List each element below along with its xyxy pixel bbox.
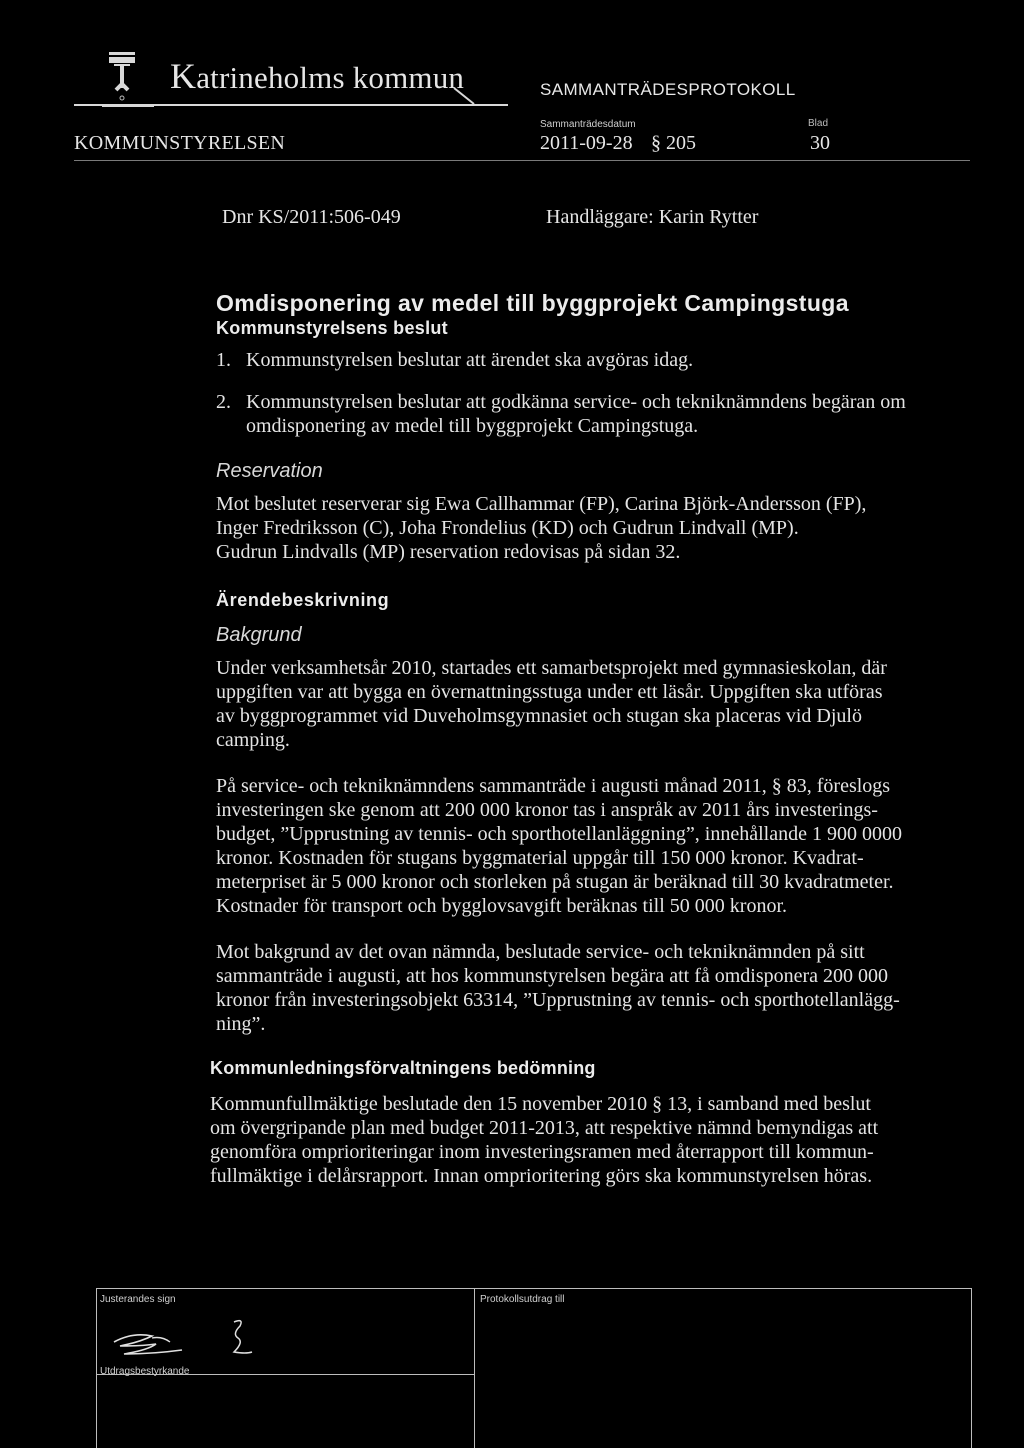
text-line: camping. bbox=[216, 729, 290, 751]
municipality-name bbox=[170, 58, 464, 94]
decision-item-1 bbox=[216, 348, 976, 372]
case-number: Dnr KS/2011:506-049 bbox=[222, 206, 401, 228]
extract-certification-label: Utdragsbestyrkande bbox=[100, 1366, 190, 1377]
signature-box-divider bbox=[474, 1288, 475, 1448]
decision-text: Kommunstyrelsen beslutar att godkänna service- och tekniknämndens begäran om bbox=[246, 391, 906, 413]
text-line: av byggprogrammet vid Duveholmsgymnasiet och stugan ska placeras vid Djulö bbox=[216, 705, 862, 727]
text-line: sammanträde i augusti, att hos kommunstyrelsen begära att få omdisponera 200 000 bbox=[216, 965, 889, 987]
text-line: Mot beslutet reserverar sig Ewa Callhammar (FP), Carina Björk-Andersson (FP), bbox=[216, 493, 867, 515]
text-line: Inger Fredriksson (C), Joha Frondelius (KD) och Gudrun Lindvall (MP). bbox=[216, 517, 799, 539]
text-line: investeringen ske genom att 200 000 kronor tas i anspråk av 2011 års investerings- bbox=[216, 799, 878, 821]
decision-heading: Kommunstyrelsens beslut bbox=[216, 318, 448, 338]
text-line: kronor från investeringsobjekt 63314, ”Upprustning av tennis- och sporthotellanlägg- bbox=[216, 989, 900, 1011]
text-line: meterpriset är 5 000 kronor och storleken på stugan är beräknad till 30 kvadratmeter. bbox=[216, 871, 894, 893]
header-divider bbox=[74, 160, 970, 161]
municipality-initial: K bbox=[170, 56, 197, 96]
text-line: Gudrun Lindvalls (MP) reservation redovisas på sidan 32. bbox=[216, 541, 681, 563]
page-label: Blad bbox=[808, 118, 829, 129]
case-officer: Handläggare: Karin Rytter bbox=[546, 206, 759, 228]
background-paragraph bbox=[216, 656, 976, 752]
protocol-title: SAMMANTRÄDESPROTOKOLL bbox=[540, 80, 796, 99]
page-number: 30 bbox=[810, 132, 830, 154]
text-line: På service- och tekniknämndens sammanträde i augusti månad 2011, § 83, föreslogs bbox=[216, 775, 891, 797]
text-line: Mot bakgrund av det ovan nämnda, beslutade service- och tekniknämnden på sitt bbox=[216, 941, 865, 963]
text-line: fullmäktige i delårsrapport. Innan omprioritering görs ska kommunstyrelsen höras. bbox=[210, 1165, 873, 1187]
organization-name: KOMMUNSTYRELSEN bbox=[74, 132, 286, 154]
title-underline bbox=[74, 104, 508, 106]
assessment-heading: Kommunledningsförvaltningens bedömning bbox=[210, 1058, 596, 1078]
underline-flourish bbox=[452, 86, 492, 108]
reservation-paragraph bbox=[216, 492, 976, 564]
municipality-name-rest: atrineholms kommun bbox=[196, 60, 465, 95]
case-description-heading: Ärendebeskrivning bbox=[216, 590, 390, 610]
background-heading: Bakgrund bbox=[216, 624, 302, 646]
adjuster-signature-label: Justerandes sign bbox=[100, 1294, 176, 1305]
date-label: Sammanträdesdatum bbox=[540, 119, 636, 130]
decision-text: Kommunstyrelsen beslutar att ärendet ska avgöras idag. bbox=[246, 349, 694, 371]
text-line: budget, ”Upprustning av tennis- och sporthotellanläggning”, innehållande 1 900 0000 bbox=[216, 823, 902, 845]
paragraph-reference: § 205 bbox=[651, 132, 696, 154]
text-line: Kostnader för transport och bygglovsavgift beräknas till 50 000 kronor. bbox=[216, 895, 787, 917]
municipality-crest-icon bbox=[100, 50, 156, 112]
protocol-extract-label: Protokollsutdrag till bbox=[480, 1294, 565, 1305]
decision-item-2 bbox=[216, 390, 976, 438]
text-line: om övergripande plan med budget 2011-2013, att respektive nämnd bemyndigas att bbox=[210, 1117, 879, 1139]
meeting-date: 2011-09-28 bbox=[540, 132, 633, 154]
decision-text-continued: omdisponering av medel till byggprojekt Campingstuga. bbox=[246, 415, 699, 437]
decision-number: 2. bbox=[216, 391, 231, 413]
reservation-heading: Reservation bbox=[216, 460, 323, 482]
text-line: uppgiften var att bygga en övernattningsstuga under ett läsår. Uppgiften ska utföras bbox=[216, 681, 883, 703]
decision-number: 1. bbox=[216, 349, 231, 371]
document-title: Omdisponering av medel till byggprojekt Campingstuga bbox=[216, 290, 849, 316]
text-line: kronor. Kostnaden för stugans byggmaterial uppgår till 150 000 kronor. Kvadrat- bbox=[216, 847, 864, 869]
committee-decision-paragraph bbox=[216, 940, 976, 1036]
text-line: Under verksamhetsår 2010, startades ett samarbetsprojekt med gymnasieskolan, där bbox=[216, 657, 887, 679]
handwritten-signature bbox=[112, 1312, 302, 1374]
service-committee-paragraph bbox=[216, 774, 976, 918]
text-line: Kommunfullmäktige beslutade den 15 november 2010 § 13, i samband med beslut bbox=[210, 1093, 871, 1115]
text-line: ning”. bbox=[216, 1013, 266, 1035]
assessment-paragraph bbox=[210, 1092, 970, 1188]
text-line: genomföra omprioriteringar inom investeringsramen med återrapport till kommun- bbox=[210, 1141, 874, 1163]
